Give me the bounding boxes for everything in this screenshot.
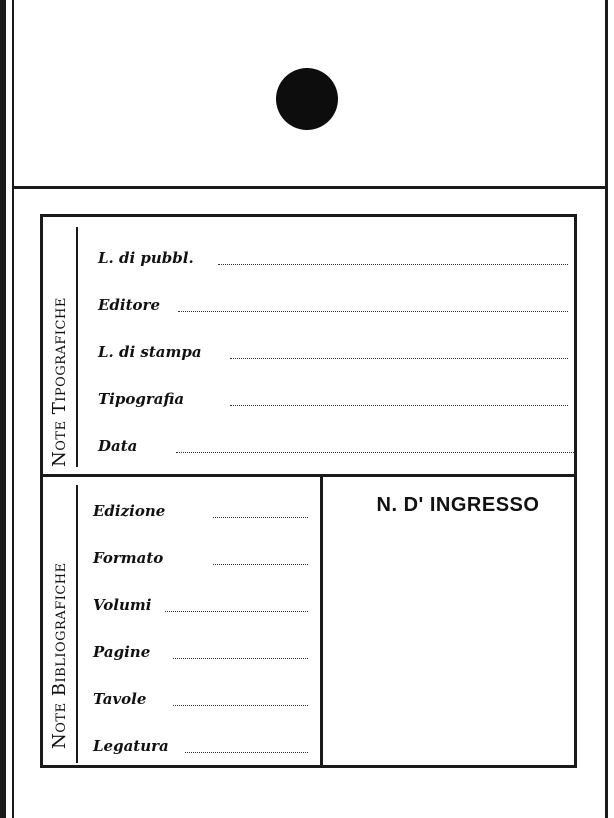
column-divider: [320, 477, 323, 765]
bibliografiche-rule: [76, 485, 78, 763]
punch-hole: [276, 68, 338, 130]
field-edizione: [93, 500, 308, 522]
field-label: L. di stampa: [98, 343, 202, 361]
left-inner-edge: [12, 0, 14, 818]
field-tavole: [93, 688, 308, 710]
field-editore: [98, 294, 568, 316]
field-label: Tavole: [93, 690, 147, 708]
field-line[interactable]: [218, 264, 568, 265]
tipografiche-rule: [76, 227, 78, 467]
fold-line: [12, 186, 606, 189]
field-label: Pagine: [93, 643, 151, 661]
field-formato: [93, 547, 308, 569]
field-label: Legatura: [93, 737, 169, 755]
field-line[interactable]: [230, 358, 568, 359]
field-line[interactable]: [173, 705, 308, 706]
bibliografiche-title: Note Bibliografiche: [49, 562, 70, 749]
field-line[interactable]: [176, 452, 574, 453]
right-edge: [605, 0, 608, 818]
field-line[interactable]: [213, 564, 308, 565]
field-legatura: [93, 735, 308, 757]
numero-ingresso-label: N. D' INGRESSO: [376, 494, 540, 516]
field-data: [98, 435, 574, 457]
field-pagine: [93, 641, 308, 663]
field-line[interactable]: [165, 611, 308, 612]
field-luogo-pubblicazione: [98, 247, 568, 269]
field-tipografia: [98, 388, 568, 410]
field-line[interactable]: [173, 658, 308, 659]
field-label: L. di pubbl.: [98, 249, 194, 267]
section-divider: [43, 474, 574, 477]
field-line[interactable]: [185, 752, 308, 753]
field-line[interactable]: [230, 405, 568, 406]
field-line[interactable]: [213, 517, 308, 518]
field-label: Edizione: [93, 502, 166, 520]
field-luogo-stampa: [98, 341, 568, 363]
field-label: Formato: [93, 549, 164, 567]
catalog-card: [40, 214, 577, 768]
field-volumi: [93, 594, 308, 616]
field-label: Volumi: [93, 596, 152, 614]
field-label: Editore: [98, 296, 160, 314]
field-line[interactable]: [178, 311, 568, 312]
field-label: Data: [98, 437, 138, 455]
field-label: Tipografia: [98, 390, 185, 408]
tipografiche-title: Note Tipografiche: [49, 297, 70, 467]
left-edge: [0, 0, 6, 818]
